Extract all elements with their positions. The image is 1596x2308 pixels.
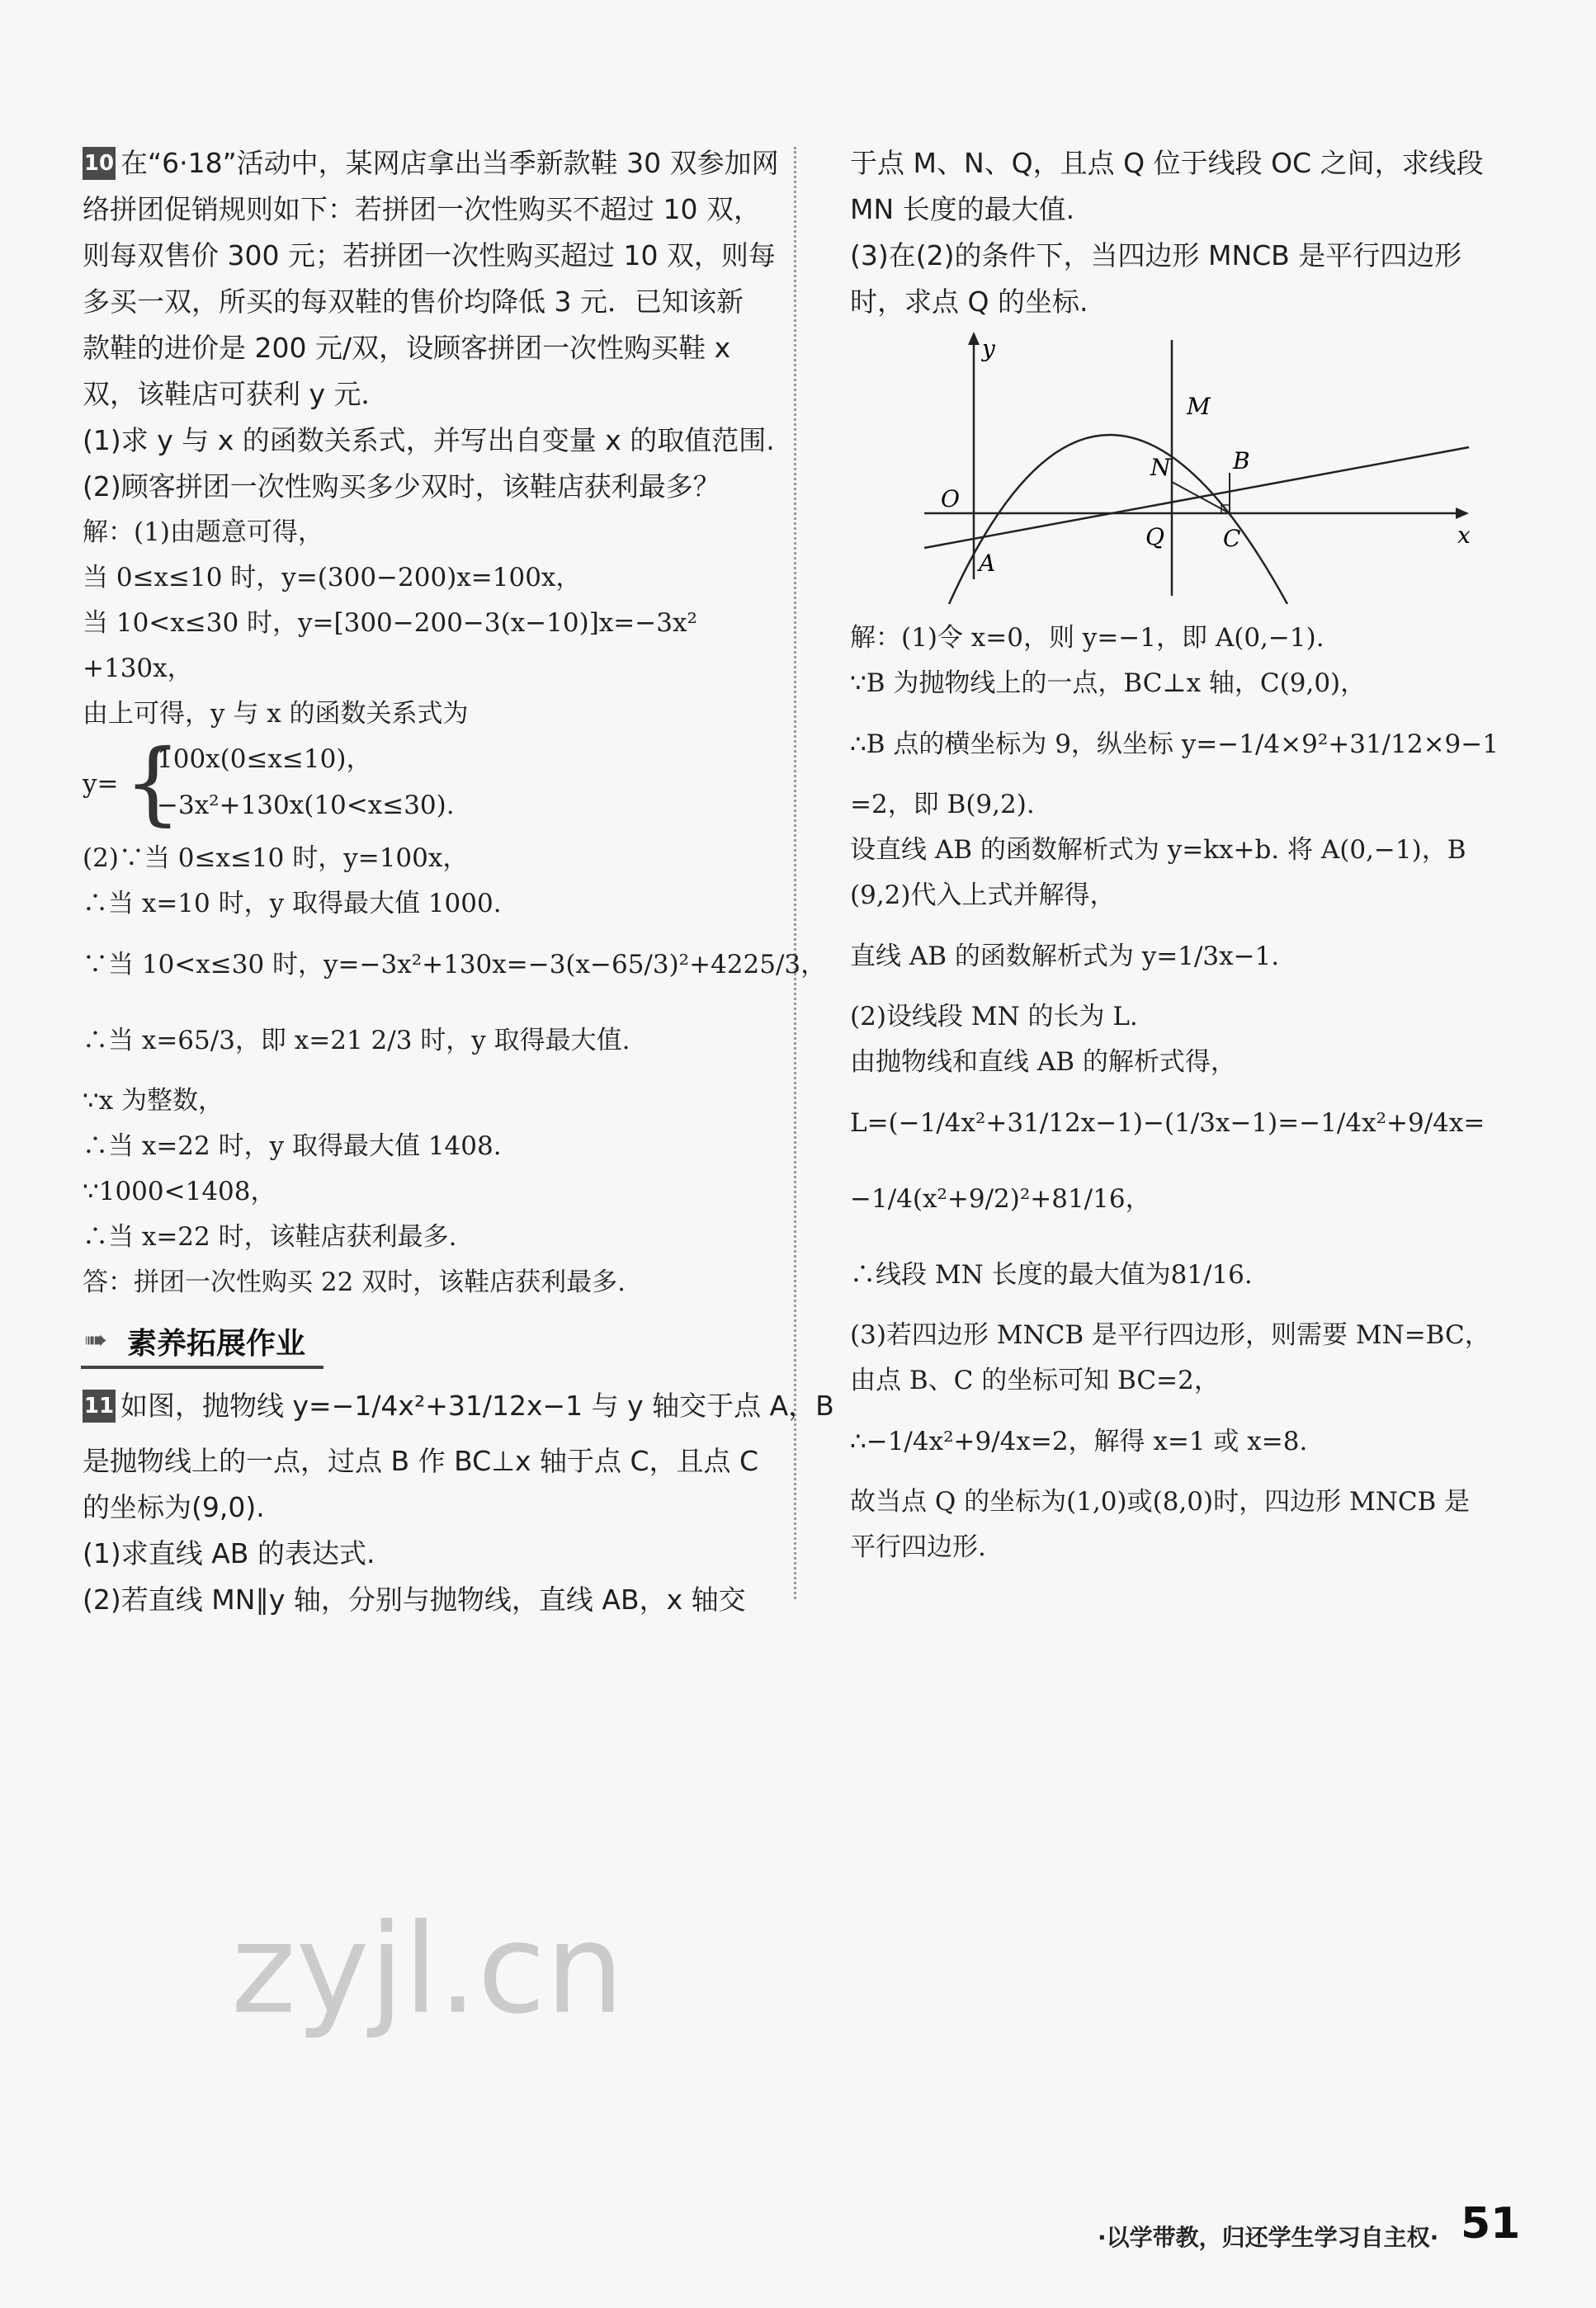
piecewise-lhs: y= [83,769,119,799]
piecewise-case-1: 100x(0≤x≤10)， [157,744,372,774]
problem-11-line: 时，求点 Q 的坐标. [850,286,1088,318]
figure-svg [900,332,1477,604]
label-n: N [1150,454,1171,481]
solution-line: −1/4(x²+9/2)²+81/16， [850,1184,1151,1214]
solution-line: ∴线段 MN 长度的最大值为81/16. [850,1260,1253,1290]
piecewise-case-2: −3x²+130x(10<x≤30). [157,791,455,820]
solution-line: 由点 B、C 的坐标可知 BC=2， [850,1366,1220,1395]
solution-line: L=(−1/4x²+31/12x−1)−(1/3x−1)=−1/4x²+9/4x= [850,1108,1485,1138]
label-q: Q [1145,523,1164,550]
solution-line: ∵B 为抛物线上的一点，BC⊥x 轴，C(9,0)， [850,668,1367,698]
parabola-figure [900,332,1477,604]
label-a: A [979,550,996,577]
solution-line: =2，即 B(9,2). [850,790,1035,819]
solution-line: ∴−1/4x²+9/4x=2，解得 x=1 或 x=8. [850,1427,1308,1456]
column-divider [794,147,796,1599]
solution-line: ∴当 x=22 时，y 取得最大值 1408. [83,1131,502,1161]
problem-11-line: MN 长度的最大值. [850,193,1075,225]
solution-line: 平行四边形. [850,1532,986,1562]
problem-10-text: 在“6·18”活动中，某网店拿出当季新款鞋 30 双参加网 [120,147,779,179]
arrow-icon: ➠ [84,1324,108,1357]
x-axis-arrow [1456,507,1469,519]
line-ab [924,447,1469,548]
watermark: zyjl.cn [231,1898,625,2041]
problem-11-line: 是抛物线上的一点，过点 B 作 BC⊥x 轴于点 C，且点 C [83,1445,759,1477]
page-number: 51 [1461,2199,1521,2249]
solution-line: ∴B 点的横坐标为 9，纵坐标 y=−1/4×9²+31/12×9−1 [850,729,1499,759]
brace-symbol: { [124,729,182,835]
solution-line: 当 0≤x≤10 时，y=(300−200)x=100x， [83,563,582,592]
problem-11-line [83,1374,834,1438]
y-axis-arrow [968,332,980,345]
problem-10-line: 款鞋的进价是 200 元/双，设顾客拼团一次性购买鞋 x [83,332,731,364]
solution-line: 故当点 Q 的坐标为(1,0)或(8,0)时，四边形 MNCB 是 [850,1487,1471,1517]
solution-line: +130x， [83,654,193,683]
label-m: M [1187,393,1211,420]
left-column [83,140,834,1623]
section-heading-text: 素养拓展作业 [127,1327,306,1361]
solution-line: ∵1000<1408， [83,1177,276,1206]
max-value-line: ∴当 x=65/3，即 x=21 2/3 时，y 取得最大值. [83,1026,630,1055]
problem-11-part-2: (2)若直线 MN∥y 轴，分别与抛物线，直线 AB，x 轴交 [83,1584,746,1616]
label-x: x [1457,522,1471,549]
problem-11-part-1: (1)求直线 AB 的表达式. [83,1537,375,1569]
solution-line: 当 10<x≤30 时，y=[300−200−3(x−10)]x=−3x² [83,608,697,638]
solution-line: 解：(1)由题意可得， [83,517,323,547]
solution-line: (9,2)代入上式并解得， [850,880,1116,910]
piecewise-function [83,729,776,836]
problem-11-number: 11 [83,1390,116,1423]
label-c: C [1223,525,1241,552]
solution-line: ∴当 x=22 时，该鞋店获利最多. [83,1222,457,1252]
label-y: y [982,335,995,362]
solution-line: ∴当 x=10 时，y 取得最大值 1000. [83,889,502,918]
solution-line: ∵x 为整数， [83,1086,224,1116]
right-column [850,140,1510,1570]
problem-10-line: 络拼团促销规则如下：若拼团一次性购买不超过 10 双， [83,193,761,225]
footer-motto: ·以学带教，归还学生学习自主权· [1098,2224,1439,2251]
solution-line: (2)设线段 MN 的长为 L. [850,1002,1138,1031]
problem-11-text: 如图，抛物线 y=−1/4x²+31/12x−1 与 y 轴交于点 A，B [120,1390,834,1422]
answer-line: 答：拼团一次性购买 22 双时，该鞋店获利最多. [83,1267,626,1297]
problem-10-line: 则每双售价 300 元；若拼团一次性购买超过 10 双，则每 [83,239,776,271]
label-b: B [1233,447,1250,474]
solution-line: 解：(1)令 x=0，则 y=−1，即 A(0,−1). [850,623,1324,653]
solution-line: 直线 AB 的函数解析式为 y=1/3x−1. [850,942,1280,971]
problem-10-number: 10 [83,147,116,180]
solution-line: 设直线 AB 的函数解析式为 y=kx+b. 将 A(0,−1)，B [850,835,1466,865]
problem-10-line: 多买一双，所买的每双鞋的售价均降低 3 元．已知该新 [83,286,744,318]
problem-11-line: 的坐标为(9,0). [83,1491,265,1523]
solution-line: 由抛物线和直线 AB 的解析式得， [850,1047,1236,1077]
solution-line: (3)若四边形 MNCB 是平行四边形，则需要 MN=BC， [850,1320,1490,1350]
problem-10-part-1: (1)求 y 与 x 的函数关系式，并写出自变量 x 的取值范围. [83,424,775,456]
problem-11-part-3: (3)在(2)的条件下，当四边形 MNCB 是平行四边形 [850,239,1462,271]
section-heading [81,1317,323,1369]
solution-line: 由上可得，y 与 x 的函数关系式为 [83,699,469,729]
problem-10-line: 双，该鞋店可获利 y 元． [83,378,389,410]
problem-10-line [83,140,779,186]
problem-10-part-2: (2)顾客拼团一次性购买多少双时，该鞋店获利最多？ [83,470,720,503]
solution-line: (2)∵当 0≤x≤10 时，y=100x， [83,843,469,873]
label-o: O [941,485,960,512]
problem-11-line: 于点 M、N、Q，且点 Q 位于线段 OC 之间，求线段 [850,147,1484,179]
vertex-form-line: ∵当 10<x≤30 时，y=−3x²+130x=−3(x−65/3)²+4225/3， [83,950,827,979]
